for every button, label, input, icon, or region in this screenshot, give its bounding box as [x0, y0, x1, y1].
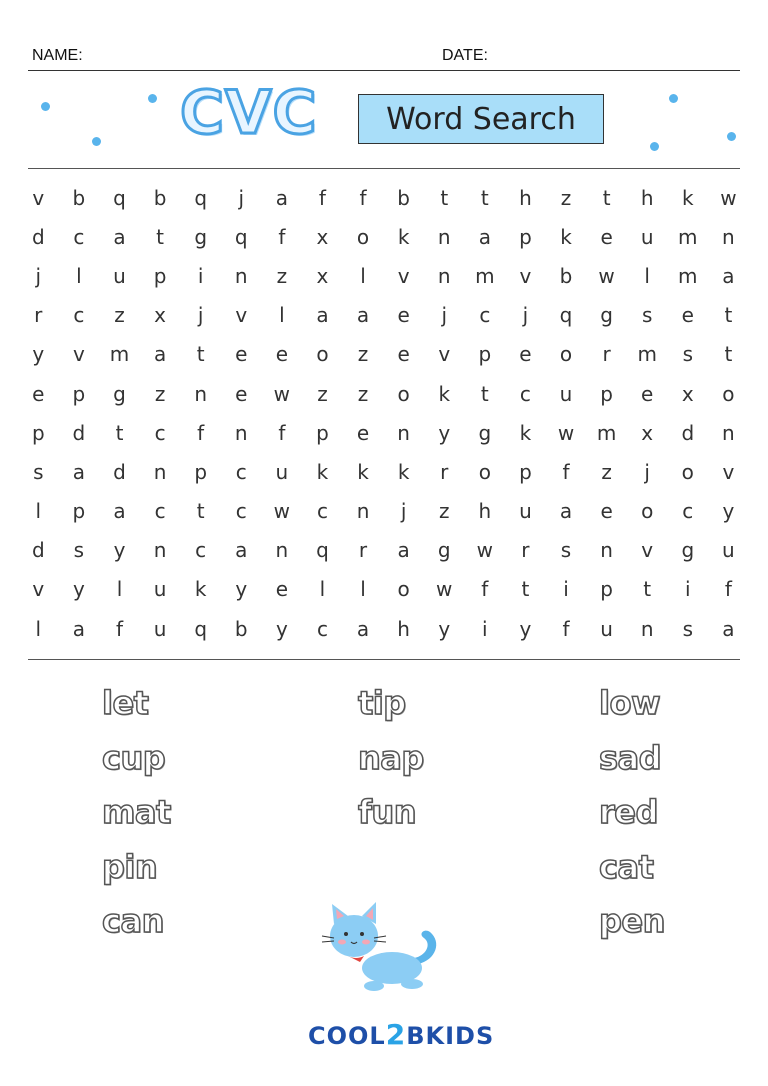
- grid-letter: t: [724, 303, 733, 328]
- grid-letter: x: [316, 263, 329, 288]
- grid-letter: c: [316, 616, 328, 641]
- grid-letter: w: [476, 538, 493, 563]
- grid-letter: n: [194, 381, 208, 406]
- grid-row: [18, 374, 750, 413]
- grid-letter: a: [72, 616, 86, 641]
- grid-letter: y: [32, 342, 45, 367]
- decor-dot: [669, 94, 678, 103]
- grid-letter: l: [116, 577, 123, 602]
- grid-letter: a: [559, 499, 573, 524]
- grid-letter: a: [722, 263, 735, 288]
- grid-letter: z: [601, 459, 612, 484]
- grid-letter: u: [640, 224, 654, 249]
- grid-row: [18, 217, 750, 256]
- grid-letter: z: [357, 342, 369, 367]
- grid-letter: o: [397, 577, 410, 602]
- grid-letter: e: [356, 420, 370, 445]
- grid-letter: u: [153, 577, 167, 602]
- grid-letter: n: [437, 224, 451, 249]
- grid-row: [18, 256, 750, 295]
- grid-letter: z: [438, 499, 450, 524]
- grid-letter: e: [235, 381, 248, 406]
- grid-letter: f: [359, 185, 367, 210]
- grid-letter: i: [563, 577, 569, 602]
- grid-letter: z: [114, 303, 125, 328]
- grid-letter: z: [276, 263, 288, 288]
- grid-letter: r: [358, 538, 368, 563]
- word-low: low: [599, 684, 661, 722]
- grid-letter: a: [397, 538, 410, 563]
- grid-letter: w: [436, 577, 453, 602]
- grid-letter: v: [32, 185, 45, 210]
- grid-letter: f: [481, 577, 489, 602]
- logo-part: 2: [385, 1018, 407, 1051]
- grid-letter: e: [275, 342, 289, 367]
- grid-letter: l: [319, 577, 326, 602]
- grid-letter: j: [35, 263, 42, 288]
- grid-letter: k: [316, 459, 329, 484]
- grid-letter: p: [600, 381, 613, 406]
- grid-letter: c: [235, 459, 247, 484]
- grid-letter: y: [113, 538, 126, 563]
- grid-letter: y: [519, 616, 532, 641]
- grid-letter: c: [479, 303, 491, 328]
- grid-letter: u: [519, 499, 532, 524]
- grid-letter: t: [196, 342, 205, 367]
- grid-letter: c: [316, 499, 328, 524]
- grid-letter: f: [562, 616, 570, 641]
- grid-letter: p: [194, 459, 208, 484]
- grid-letter: j: [238, 185, 245, 210]
- grid-letter: e: [519, 342, 532, 367]
- grid-letter: b: [72, 185, 86, 210]
- grid-letter: k: [519, 420, 532, 445]
- grid-letter: e: [397, 342, 410, 367]
- grid-letter: w: [598, 263, 615, 288]
- grid-letter: m: [109, 342, 130, 367]
- grid-letter: b: [153, 185, 167, 210]
- grid-letter: n: [234, 263, 248, 288]
- grid-letter: t: [480, 381, 489, 406]
- grid-letter: u: [153, 616, 167, 641]
- grid-letter: a: [275, 185, 288, 210]
- grid-letter: g: [194, 224, 208, 249]
- grid-letter: e: [641, 381, 654, 406]
- grid-letter: o: [478, 459, 491, 484]
- grid-letter: y: [72, 577, 85, 602]
- grid-letter: p: [519, 224, 532, 249]
- grid-letter: x: [681, 381, 694, 406]
- grid-letter: f: [197, 420, 205, 445]
- grid-letter: g: [113, 381, 126, 406]
- grid-letter: a: [153, 342, 167, 367]
- grid-letter: x: [316, 224, 329, 249]
- grid-letter: w: [557, 420, 575, 445]
- cat-illustration: [318, 902, 450, 998]
- grid-letter: c: [235, 499, 247, 524]
- grid-letter: j: [197, 303, 204, 328]
- grid-letter: f: [278, 224, 286, 249]
- name-label: NAME:: [32, 47, 83, 64]
- grid-letter: q: [316, 538, 329, 563]
- grid-letter: s: [682, 342, 693, 367]
- grid-letter: k: [560, 224, 572, 249]
- grid-letter: b: [234, 616, 248, 641]
- grid-letter: v: [72, 342, 85, 367]
- word-sad: sad: [599, 738, 662, 777]
- decor-dot: [650, 142, 659, 151]
- grid-letter: k: [397, 224, 410, 249]
- grid-letter: p: [478, 342, 492, 367]
- word-nap: nap: [358, 738, 424, 777]
- grid-letter: n: [722, 224, 735, 249]
- grid-letter: d: [113, 459, 126, 484]
- grid-letter: j: [400, 499, 407, 524]
- grid-letter: r: [440, 459, 449, 484]
- grid-row: [18, 335, 750, 374]
- grid-letter: g: [681, 538, 695, 563]
- grid-letter: n: [234, 420, 248, 445]
- grid-letter: n: [153, 538, 167, 563]
- grid-letter: n: [397, 420, 410, 445]
- grid-letter: s: [641, 303, 653, 328]
- grid-letter: j: [441, 303, 448, 328]
- grid-letter: j: [644, 459, 650, 484]
- grid-letter: o: [356, 224, 370, 249]
- grid-letter: k: [682, 185, 694, 210]
- grid-row: [18, 531, 750, 570]
- grid-letter: l: [360, 577, 366, 602]
- grid-letter: q: [559, 303, 573, 328]
- grid-letter: f: [318, 185, 326, 210]
- grid-letter: c: [682, 499, 694, 524]
- grid-letter: n: [722, 420, 735, 445]
- grid-letter: b: [397, 185, 410, 210]
- grid-letter: f: [115, 616, 123, 641]
- grid-letter: z: [560, 185, 572, 210]
- word-pin: pin: [102, 847, 158, 886]
- grid-letter: a: [113, 499, 126, 524]
- grid-letter: u: [275, 459, 289, 484]
- grid-letter: a: [316, 303, 329, 328]
- grid-letter: j: [522, 303, 529, 328]
- word-search-title-box: [358, 94, 604, 144]
- grid-letter: u: [559, 381, 573, 406]
- grid-letter: u: [113, 263, 126, 288]
- grid-letter: l: [279, 303, 285, 328]
- grid-letter: y: [235, 577, 248, 602]
- grid-row: [18, 492, 750, 531]
- grid-letter: a: [356, 303, 370, 328]
- grid-row: [18, 452, 750, 491]
- grid-row: [18, 296, 750, 335]
- grid-letter: i: [482, 616, 488, 641]
- grid-letter: a: [722, 616, 735, 641]
- grid-letter: e: [681, 303, 694, 328]
- grid-letter: b: [559, 263, 573, 288]
- grid-letter: y: [722, 499, 735, 524]
- title-area: [0, 72, 768, 168]
- grid-letter: q: [194, 616, 208, 641]
- grid-letter: r: [34, 303, 43, 328]
- grid-letter: d: [31, 538, 45, 563]
- grid-letter: g: [600, 303, 613, 328]
- grid-letter: m: [475, 263, 495, 288]
- word-let: let: [102, 684, 149, 722]
- grid-letter: y: [438, 616, 451, 641]
- decor-dot: [148, 94, 157, 103]
- grid-letter: a: [235, 538, 248, 563]
- grid-letter: o: [722, 381, 735, 406]
- grid-letter: e: [235, 342, 248, 367]
- grid-letter: p: [31, 420, 45, 445]
- grid-letter: c: [73, 224, 85, 249]
- grid-letter: y: [438, 420, 451, 445]
- grid-letter: k: [397, 459, 410, 484]
- grid-letter: l: [644, 263, 650, 288]
- grid-row: [18, 413, 750, 452]
- word-red: red: [599, 793, 658, 831]
- grid-letter: h: [478, 499, 492, 524]
- grid-letter: n: [356, 499, 370, 524]
- grid-letter: v: [438, 342, 451, 367]
- grid-letter: n: [153, 459, 167, 484]
- grid-letter: o: [397, 381, 410, 406]
- grid-letter: a: [356, 616, 370, 641]
- grid-letter: p: [72, 499, 86, 524]
- grid-letter: a: [478, 224, 491, 249]
- grid-letter: a: [72, 459, 86, 484]
- grid-letter: q: [194, 185, 208, 210]
- word-pen: pen: [599, 902, 665, 940]
- grid-letter: n: [600, 538, 613, 563]
- grid-letter: h: [640, 185, 654, 210]
- grid-letter: a: [113, 224, 126, 249]
- name-date-line: [28, 44, 740, 71]
- grid-letter: e: [32, 381, 45, 406]
- grid-letter: p: [153, 263, 167, 288]
- grid-letter: t: [196, 499, 205, 524]
- grid-letter: w: [273, 381, 291, 406]
- grid-letter: i: [685, 577, 691, 602]
- grid-letter: q: [234, 224, 248, 249]
- grid-letter: t: [521, 577, 530, 602]
- grid-row: [18, 178, 750, 217]
- grid-letter: n: [640, 616, 654, 641]
- grid-letter: h: [519, 185, 532, 210]
- grid-letter: u: [600, 616, 613, 641]
- grid-letter: g: [437, 538, 451, 563]
- grid-letter: c: [154, 420, 166, 445]
- grid-letter: d: [681, 420, 695, 445]
- grid-letter: u: [722, 538, 735, 563]
- logo-part: COOL: [308, 1022, 386, 1050]
- grid-top-rule: [28, 168, 740, 169]
- grid-letter: v: [519, 263, 532, 288]
- grid-letter: z: [357, 381, 369, 406]
- grid-letter: l: [76, 263, 82, 288]
- grid-letter: t: [156, 224, 164, 249]
- grid-letter: k: [357, 459, 369, 484]
- decor-dot: [92, 137, 101, 146]
- word-tip: tip: [358, 684, 406, 722]
- letter-grid: [18, 178, 750, 648]
- grid-letter: v: [235, 303, 248, 328]
- grid-letter: f: [278, 420, 286, 445]
- grid-letter: e: [397, 303, 410, 328]
- grid-letter: r: [521, 538, 530, 563]
- grid-row: [18, 609, 750, 648]
- word-fun: fun: [358, 793, 416, 831]
- grid-letter: t: [643, 577, 652, 602]
- grid-letter: o: [559, 342, 573, 367]
- grid-letter: g: [478, 420, 492, 445]
- grid-letter: v: [722, 459, 735, 484]
- word-cup: cup: [102, 738, 166, 777]
- cool2bkids-logo: [308, 1018, 495, 1052]
- grid-letter: v: [641, 538, 654, 563]
- grid-letter: m: [678, 224, 698, 249]
- grid-letter: s: [682, 616, 693, 641]
- grid-letter: p: [600, 577, 613, 602]
- word-mat: mat: [102, 793, 171, 831]
- grid-letter: c: [73, 303, 85, 328]
- grid-letter: w: [720, 185, 737, 210]
- grid-letter: z: [154, 381, 166, 406]
- grid-bottom-rule: [28, 659, 740, 660]
- decor-dot: [727, 132, 736, 141]
- grid-letter: d: [72, 420, 86, 445]
- grid-letter: y: [275, 616, 288, 641]
- grid-letter: c: [154, 499, 166, 524]
- grid-letter: r: [602, 342, 611, 367]
- grid-letter: s: [73, 538, 85, 563]
- word-can: can: [102, 902, 164, 940]
- grid-letter: n: [275, 538, 289, 563]
- grid-letter: s: [560, 538, 572, 563]
- grid-letter: i: [197, 263, 204, 288]
- grid-letter: f: [562, 459, 570, 484]
- grid-letter: m: [678, 263, 698, 288]
- grid-letter: t: [480, 185, 489, 210]
- grid-letter: o: [681, 459, 694, 484]
- grid-row: [18, 570, 750, 609]
- grid-letter: v: [32, 577, 45, 602]
- grid-letter: o: [641, 499, 654, 524]
- grid-letter: x: [154, 303, 166, 328]
- grid-letter: l: [35, 499, 42, 524]
- grid-letter: h: [397, 616, 410, 641]
- grid-letter: w: [273, 499, 291, 524]
- grid-letter: n: [437, 263, 451, 288]
- grid-letter: t: [602, 185, 611, 210]
- logo-part: BKIDS: [406, 1022, 495, 1050]
- word-cat: cat: [599, 847, 654, 886]
- grid-letter: m: [637, 342, 657, 367]
- grid-letter: t: [440, 185, 449, 210]
- grid-letter: v: [397, 263, 410, 288]
- decor-dot: [41, 102, 50, 111]
- grid-letter: m: [596, 420, 617, 445]
- grid-letter: l: [360, 263, 366, 288]
- grid-letter: t: [724, 342, 733, 367]
- grid-letter: l: [35, 616, 42, 641]
- grid-letter: p: [519, 459, 532, 484]
- grid-letter: z: [317, 381, 328, 406]
- grid-letter: d: [31, 224, 45, 249]
- grid-letter: e: [600, 499, 613, 524]
- word-search-title: Word Search: [386, 101, 576, 137]
- grid-letter: c: [195, 538, 207, 563]
- grid-letter: s: [33, 459, 44, 484]
- cvc-title: CVC: [180, 78, 318, 148]
- grid-letter: p: [316, 420, 329, 445]
- grid-letter: c: [519, 381, 531, 406]
- grid-letter: q: [113, 185, 126, 210]
- grid-letter: f: [724, 577, 732, 602]
- grid-letter: t: [115, 420, 124, 445]
- grid-letter: k: [438, 381, 451, 406]
- grid-letter: k: [194, 577, 207, 602]
- grid-letter: p: [72, 381, 86, 406]
- grid-letter: e: [600, 224, 613, 249]
- grid-letter: e: [275, 577, 289, 602]
- date-label: DATE:: [442, 47, 488, 64]
- grid-letter: x: [641, 420, 654, 445]
- grid-letter: o: [316, 342, 329, 367]
